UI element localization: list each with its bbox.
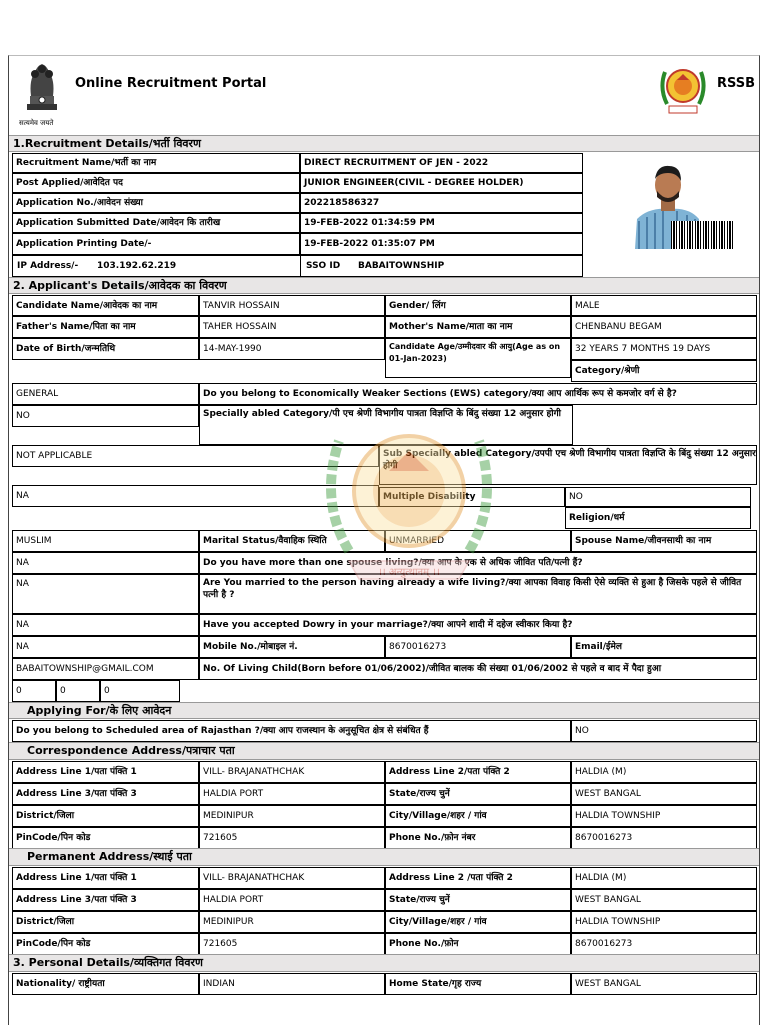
section-permanent-address: Permanent Address/स्थाई पता <box>9 848 759 866</box>
perm-district-value: MEDINIPUR <box>199 911 385 933</box>
ews-value: NO <box>12 405 199 427</box>
corr-address-1-label: Address Line 1/पता पंक्ति 1 <box>12 761 199 783</box>
nationality-value: INDIAN <box>199 973 385 995</box>
recruitment-name-label: Recruitment Name/भर्ती का नाम <box>12 153 300 173</box>
dob-value: 14-MAY-1990 <box>199 338 385 360</box>
portal-title: Online Recruitment Portal <box>75 76 267 91</box>
dowry-label: Have you accepted Dowry in your marriage?/क्या आपने शादी में दहेज स्वीकार किया है? <box>199 614 757 636</box>
marital-status-value: UNMARRIED <box>385 530 571 552</box>
mobile-label: Mobile No./मोबाइल नं. <box>199 636 385 658</box>
corr-address-3-label: Address Line 3/पता पंक्ति 3 <box>12 783 199 805</box>
gender-label: Gender/ लिंग <box>385 295 571 316</box>
corr-state-value: WEST BANGAL <box>571 783 757 805</box>
perm-state-value: WEST BANGAL <box>571 889 757 911</box>
perm-district-label: District/जिला <box>12 911 199 933</box>
living-child-value-2: 0 <box>56 680 100 702</box>
perm-city-label: City/Village/शहर / गांव <box>385 911 571 933</box>
living-child-value-1: 0 <box>12 680 56 702</box>
father-name-value: TAHER HOSSAIN <box>199 316 385 338</box>
recruitment-name-value: DIRECT RECRUITMENT OF JEN - 2022 <box>300 153 583 173</box>
ip-label: IP Address/- <box>17 261 79 271</box>
watermark-motto: ।। अन्युत्थानम् ।। <box>378 567 440 578</box>
email-label: Email/ईमेल <box>571 636 757 658</box>
perm-pincode-label: PinCode/पिन कोड <box>12 933 199 955</box>
home-state-label: Home State/गृह राज्य <box>385 973 571 995</box>
sso-value: BABAITOWNSHIP <box>358 261 445 271</box>
printing-date-value: 19-FEB-2022 01:35:07 PM <box>300 233 583 255</box>
application-no-label: Application No./आवेदन संख्या <box>12 193 300 213</box>
mother-name-value: CHENBANU BEGAM <box>571 316 757 338</box>
sso-divider <box>300 256 301 277</box>
age-label: Candidate Age/उम्मीदवार की आयु(Age as on 01-Jan-2023) <box>385 338 571 378</box>
corr-district-value: MEDINIPUR <box>199 805 385 827</box>
category-label: Category/श्रेणी <box>571 360 757 382</box>
specially-abled-label: Specially abled Category/पी एच श्रेणी विभागीय पात्रता विज्ञप्ति के बिंदु संख्या 12 अनुसार होगी <box>199 405 573 445</box>
perm-address-1-value: VILL- BRAJANATHCHAK <box>199 867 385 889</box>
corr-city-label: City/Village/शहर / गांव <box>385 805 571 827</box>
perm-address-3-label: Address Line 3/पता पंक्ति 3 <box>12 889 199 911</box>
perm-city-value: HALDIA TOWNSHIP <box>571 911 757 933</box>
corr-address-1-value: VILL- BRAJANATHCHAK <box>199 761 385 783</box>
section-applying-for: Applying For/के लिए आवेदन <box>9 702 759 719</box>
ip-sso-row <box>12 255 583 277</box>
home-state-value: WEST BANGAL <box>571 973 757 995</box>
section-personal-details: 3. Personal Details/व्यक्तिगत विवरण <box>9 954 759 972</box>
dob-label: Date of Birth/जन्मतिथि <box>12 338 199 360</box>
barcode <box>671 221 735 249</box>
corr-pincode-label: PinCode/पिन कोड <box>12 827 199 849</box>
perm-address-2-label: Address Line 2 /पता पंक्ति 2 <box>385 867 571 889</box>
org-name: RSSB <box>717 76 756 91</box>
perm-pincode-value: 721605 <box>199 933 385 955</box>
religion-value: MUSLIM <box>12 530 199 552</box>
corr-address-3-value: HALDIA PORT <box>199 783 385 805</box>
perm-phone-label: Phone No./फ़ोन <box>385 933 571 955</box>
corr-address-2-label: Address Line 2/पता पंक्ति 2 <box>385 761 571 783</box>
emblem-caption: सत्यमेव जयते <box>19 119 54 127</box>
corr-phone-value: 8670016273 <box>571 827 757 849</box>
living-child-label: No. Of Living Child(Born before 01/06/2002)/जीवित बालक की संख्या 01/06/2002 से पहले व बाद में पैदा हुआ <box>199 658 757 680</box>
applicant-photo <box>629 161 737 249</box>
scheduled-area-value: NO <box>571 720 757 742</box>
post-applied-label: Post Applied/आवेदित पद <box>12 173 300 193</box>
mobile-value: 8670016273 <box>385 636 571 658</box>
candidate-name-value: TANVIR HOSSAIN <box>199 295 385 316</box>
perm-address-2-value: HALDIA (M) <box>571 867 757 889</box>
spouse-name-value: NA <box>12 552 199 574</box>
section-applicant-details: 2. Applicant's Details/आवेदक का विवरण <box>9 277 759 294</box>
sub-specially-label: Sub Specially abled Category/उपपी एच श्रेणी विभागीय पात्रता विज्ञप्ति के बिंदु संख्या 12 अनुसार होगी <box>379 445 757 485</box>
married-wife-value: NA <box>12 614 199 636</box>
nationality-label: Nationality/ राष्ट्रीयता <box>12 973 199 995</box>
corr-district-label: District/जिला <box>12 805 199 827</box>
application-form <box>8 55 760 1025</box>
multiple-disability-label: Multiple Disability <box>379 487 565 507</box>
section-recruitment-details: 1.Recruitment Details/भर्ती विवरण <box>9 135 759 152</box>
perm-state-label: State/राज्य चुनें <box>385 889 571 911</box>
married-wife-label: Are You married to the person having already a wife living?/क्या आपका विवाह किसी ऐसे व्यक्ति से हुआ है जिसके पहले से जीवित पत्नी है ? <box>199 574 757 614</box>
gender-value: MALE <box>571 295 757 316</box>
scheduled-area-label: Do you belong to Scheduled area of Rajasthan ?/क्या आप राजस्थान के अनुसूचित क्षेत्र से संबंधित हैं <box>12 720 571 742</box>
candidate-name-label: Candidate Name/आवेदक का नाम <box>12 295 199 316</box>
submitted-date-label: Application Submitted Date/आवेदन कि तारीख <box>12 213 300 233</box>
rssb-logo-icon <box>659 60 707 116</box>
multiple-disability-value: NO <box>565 487 751 507</box>
marital-status-label: Marital Status/वैवाहिक स्थिति <box>199 530 385 552</box>
national-emblem-icon <box>17 58 67 118</box>
perm-address-1-label: Address Line 1/पता पंक्ति 1 <box>12 867 199 889</box>
corr-phone-label: Phone No./फ़ोन नंबर <box>385 827 571 849</box>
living-child-value-3: 0 <box>100 680 180 702</box>
corr-address-2-value: HALDIA (M) <box>571 761 757 783</box>
ews-label: Do you belong to Economically Weaker Sections (EWS) category/क्या आप आर्थिक रूप से कमजोर वर्ग से है? <box>199 383 757 405</box>
sub-specially-value: NA <box>12 485 379 507</box>
specially-abled-value: NOT APPLICABLE <box>12 445 379 467</box>
more-spouse-label: Do you have more than one spouse living?/क्या आप के एक से अधिक जीवित पति/पत्नी हैं? <box>199 552 757 574</box>
more-spouse-value: NA <box>12 574 199 614</box>
application-no-value: 202218586327 <box>300 193 583 213</box>
spouse-name-label: Spouse Name/जीवनसाथी का नाम <box>571 530 757 552</box>
header <box>9 56 759 132</box>
perm-phone-value: 8670016273 <box>571 933 757 955</box>
age-value: 32 YEARS 7 MONTHS 19 DAYS <box>571 338 757 360</box>
printing-date-label: Application Printing Date/- <box>12 233 300 255</box>
dowry-value: NA <box>12 636 199 658</box>
mother-name-label: Mother's Name/माता का नाम <box>385 316 571 338</box>
ip-value: 103.192.62.219 <box>97 261 177 271</box>
category-value: GENERAL <box>12 383 199 405</box>
father-name-label: Father's Name/पिता का नाम <box>12 316 199 338</box>
submitted-date-value: 19-FEB-2022 01:34:59 PM <box>300 213 583 233</box>
corr-state-label: State/राज्य चुनें <box>385 783 571 805</box>
sso-label: SSO ID <box>306 261 341 271</box>
email-value: BABAITOWNSHIP@GMAIL.COM <box>12 658 199 680</box>
religion-label: Religion/धर्म <box>565 507 751 529</box>
perm-address-3-value: HALDIA PORT <box>199 889 385 911</box>
corr-city-value: HALDIA TOWNSHIP <box>571 805 757 827</box>
section-correspondence-address: Correspondence Address/पत्राचार पता <box>9 742 759 760</box>
corr-pincode-value: 721605 <box>199 827 385 849</box>
post-applied-value: JUNIOR ENGINEER(CIVIL - DEGREE HOLDER) <box>300 173 583 193</box>
